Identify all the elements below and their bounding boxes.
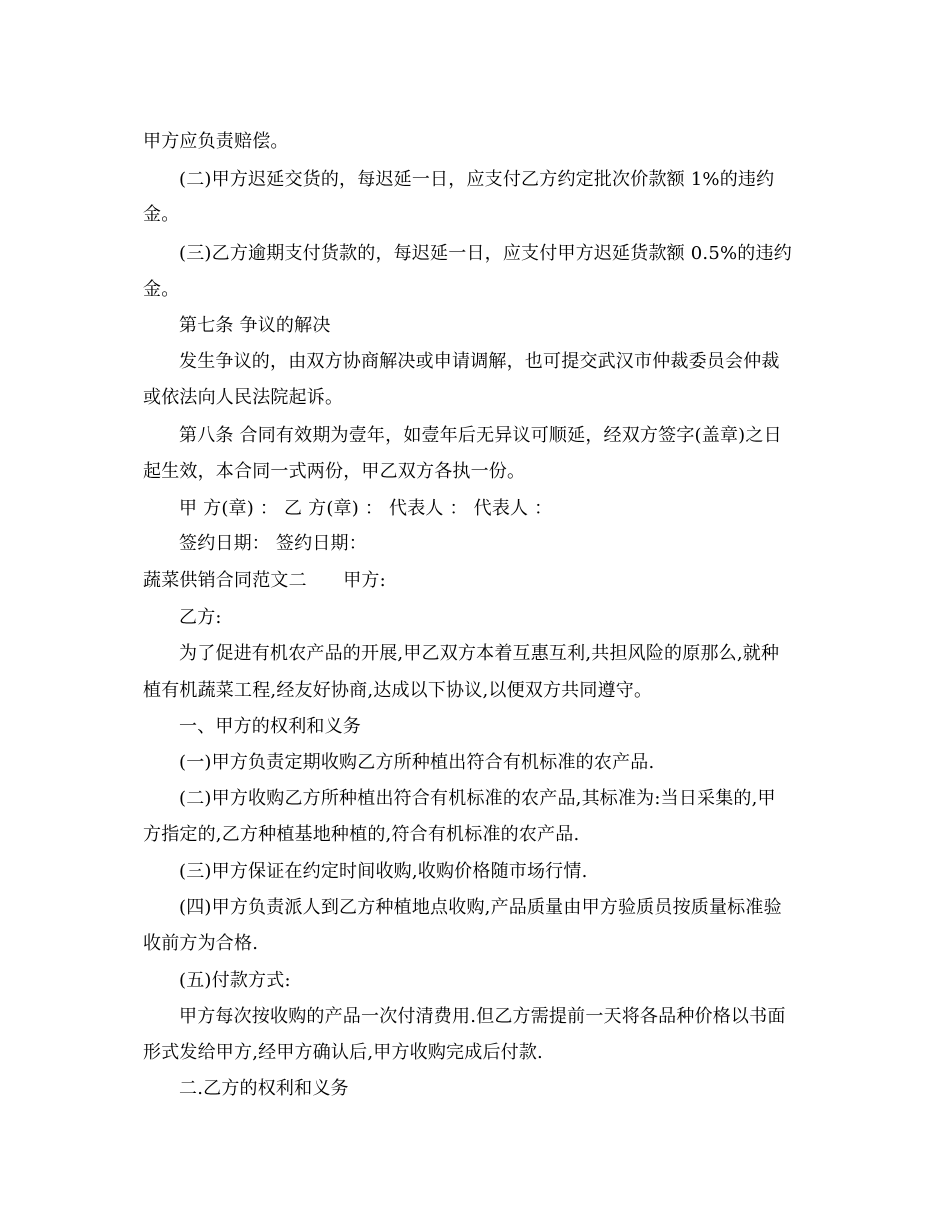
text-line: (三)乙方逾期支付货款的，每迟延一日，应支付甲方迟延货款额 0.5%的违约 bbox=[179, 243, 792, 264]
text-line: 起生效，本合同一式两份，甲乙双方各执一份。 bbox=[143, 461, 526, 482]
section-heading: 第七条 争议的解决 bbox=[179, 315, 331, 336]
text-line: (五)付款方式: bbox=[179, 970, 291, 991]
text-line: 形式发给甲方,经甲方确认后,甲方收购完成后付款. bbox=[143, 1042, 543, 1063]
text-line: (三)甲方保证在约定时间收购,收购价格随市场行情. bbox=[179, 861, 588, 882]
text-line: 乙方: bbox=[179, 607, 222, 628]
text-line: 或依法向人民法院起诉。 bbox=[143, 387, 344, 408]
text-line: 第八条 合同有效期为壹年，如壹年后无异议可顺延，经双方签字(盖章)之日 bbox=[179, 425, 782, 446]
text-line: 方指定的,乙方种植基地种植的,符合有机标准的农产品. bbox=[143, 824, 580, 845]
text-line: 甲方应负责赔偿。 bbox=[143, 131, 289, 152]
text-line: (四)甲方负责派人到乙方种植地点收购,产品质量由甲方验质员按质量标准验 bbox=[179, 897, 782, 918]
signature-line: 甲 方(章) ： 乙 方(章) ： 代表人 ： 代表人 ： bbox=[179, 498, 553, 519]
text-line: 收前方为合格. bbox=[143, 933, 259, 954]
document-title: 蔬菜供销合同范文二 甲方: bbox=[143, 570, 386, 591]
section-heading: 二.乙方的权利和义务 bbox=[179, 1078, 349, 1099]
text-line: 甲方每次按收购的产品一次付清费用.但乙方需提前一天将各品种价格以书面 bbox=[179, 1006, 786, 1027]
text-line: 植有机蔬菜工程,经友好协商,达成以下协议,以便双方共同遵守。 bbox=[143, 680, 653, 701]
text-line: (二)甲方迟延交货的，每迟延一日，应支付乙方约定批次价款额 1%的违约 bbox=[179, 169, 775, 190]
text-line: (二)甲方收购乙方所种植出符合有机标准的农产品,其标准为:当日采集的,甲 bbox=[179, 788, 776, 809]
text-line: 为了促进有机农产品的开展,甲乙双方本着互惠互利,共担风险的原那么,就种 bbox=[179, 643, 780, 664]
text-line: 发生争议的，由双方协商解决或申请调解，也可提交武汉市仲裁委员会仲裁 bbox=[179, 351, 780, 372]
text-line: 金。 bbox=[143, 204, 180, 225]
text-line: 金。 bbox=[143, 279, 180, 300]
section-heading: 一、甲方的权利和义务 bbox=[179, 716, 361, 737]
text-line: (一)甲方负责定期收购乙方所种植出符合有机标准的农产品. bbox=[179, 752, 655, 773]
date-line: 签约日期： 签约日期： bbox=[179, 533, 367, 554]
